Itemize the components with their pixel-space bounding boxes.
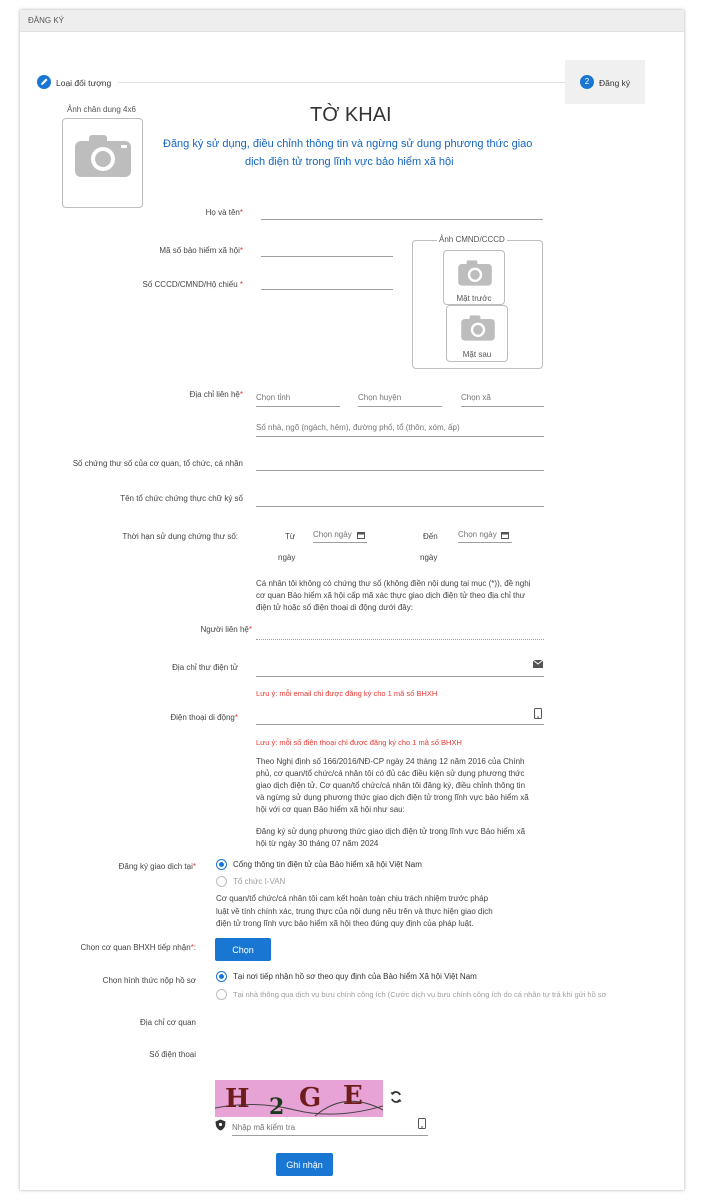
province-underline [256, 406, 340, 407]
contact-person-label: Người liên hệ* [200, 625, 252, 634]
submit-home-label[interactable]: Tại nhà thông qua dịch vụ bưu chính công ích (Cước dịch vụ bưu chính công ích do cá nhân tự trả khi gửi hồ sơ [233, 990, 607, 999]
decree-line-2: phủ, cơ quan/tổ chức/cá nhân tôi có đủ các điều kiện sử dụng phương thức [256, 769, 525, 778]
transaction-portal-label[interactable]: Cổng thông tin điện tử của Bảo hiểm xã hội Việt Nam [233, 860, 422, 869]
camera-icon [457, 259, 493, 287]
no-cert-note-2: cơ quan Bảo hiểm xã hội cấp mã xác thực giao dịch điện tử theo địa chỉ thư [256, 591, 526, 600]
portrait-label: Ảnh chân dung 4x6 [67, 105, 136, 114]
submit-method-label: Chọn hình thức nộp hồ sơ [102, 976, 196, 985]
cert-number-input[interactable] [256, 470, 544, 471]
contact-person-input[interactable] [256, 639, 544, 640]
commit-line-2: luật về tính chính xác, trung thực của nội dung nêu trên và thực hiện giao dịch [216, 907, 493, 916]
commit-line-1: Cơ quan/tổ chức/cá nhân tôi cam kết hoàn toàn chịu trách nhiệm trước pháp [216, 894, 489, 903]
step-1-label[interactable]: Loại đối tượng [56, 78, 112, 88]
portrait-upload[interactable] [62, 118, 143, 208]
submit-home-radio[interactable] [216, 989, 227, 1000]
phone-note: Lưu ý: mỗi số điện thoại chỉ được đăng ký cho 1 mã số BHXH [256, 738, 462, 747]
email-input[interactable] [256, 676, 544, 677]
agency-label: Chọn cơ quan BHXH tiếp nhận*: [80, 943, 196, 952]
cert-org-input[interactable] [256, 506, 544, 507]
decree-line-3: giao dịch điện tử. Cơ quan/tổ chức/cá nhân tôi đăng ký, điều chỉnh thông tin [256, 781, 526, 790]
captcha-underline [232, 1135, 428, 1136]
from-label-1: Từ [285, 532, 296, 541]
address-label: Địa chỉ liên hệ* [189, 390, 243, 399]
decree-line-1: Theo Nghị định số 166/2016/NĐ-CP ngày 24 tháng 12 năm 2016 của Chính [256, 757, 525, 766]
svg-text:2: 2 [269, 1094, 285, 1117]
province-select[interactable]: Chọn tỉnh [256, 393, 291, 402]
captcha-input[interactable]: Nhập mã kiểm tra [232, 1123, 296, 1132]
id-back-label: Mặt sau [462, 350, 492, 359]
email-note: Lưu ý: mỗi email chỉ được đăng ký cho 1 mã số BHXH [256, 689, 438, 698]
ward-underline [461, 406, 544, 407]
email-label: Địa chỉ thư điện tử [172, 663, 238, 672]
district-select[interactable]: Chọn huyện [358, 393, 402, 402]
step-1-pencil-icon[interactable] [37, 75, 51, 89]
district-underline [358, 406, 442, 407]
agency-address-label: Địa chỉ cơ quan [140, 1018, 196, 1027]
step-2-label[interactable]: Đăng ký [599, 78, 631, 88]
id-back-upload[interactable] [446, 305, 508, 362]
submit-office-label[interactable]: Tại nơi tiếp nhận hồ sơ theo quy định của Bảo hiểm Xã hội Việt Nam [233, 972, 477, 981]
ward-select[interactable]: Chọn xã [461, 393, 491, 402]
cert-number-label: Số chứng thư số của cơ quan, tổ chức, cá nhân [72, 459, 243, 468]
camera-icon [73, 133, 133, 179]
phone-input[interactable] [256, 724, 544, 725]
insurance-code-label: Mã số bảo hiểm xã hội* [159, 246, 243, 255]
choose-agency-button[interactable]: Chọn [215, 938, 271, 961]
full-name-input[interactable] [261, 219, 543, 220]
refresh-icon[interactable] [389, 1090, 403, 1104]
id-front-label: Mặt trước [456, 294, 492, 303]
submit-button[interactable]: Ghi nhận [276, 1153, 333, 1176]
id-number-label: Số CCCD/CMND/Hộ chiếu * [142, 280, 243, 289]
street-input[interactable]: Số nhà, ngõ (ngách, hẻm), đường phố, tổ (thôn, xóm, ấp) [256, 423, 460, 432]
commit-line-3: điện tử trong lĩnh vực bảo hiểm xã hội theo đúng quy định của pháp luật. [216, 919, 474, 928]
to-label-1: Đến [423, 532, 438, 541]
transaction-portal-radio[interactable] [216, 859, 227, 870]
mobile-icon [418, 1118, 426, 1129]
step-2-circle[interactable]: 2 [580, 75, 594, 89]
calendar-icon[interactable] [357, 531, 365, 539]
stepper-connector [118, 82, 568, 83]
calendar-icon[interactable] [501, 531, 509, 539]
svg-text:G: G [299, 1083, 322, 1113]
mobile-icon [534, 708, 542, 719]
header-title: ĐĂNG KÝ [28, 16, 65, 25]
full-name-label: Họ và tên* [205, 208, 243, 217]
mail-icon [533, 660, 543, 668]
svg-text:H: H [225, 1084, 250, 1114]
agency-phone-label: Số điện thoại [149, 1050, 196, 1059]
header-bar [20, 10, 684, 32]
no-cert-note-1: Cá nhân tôi không có chứng thư số (không điền nội dung tại mục (*)), đề nghị [256, 579, 531, 588]
insurance-code-input[interactable] [261, 256, 393, 257]
from-label-2: ngày [278, 553, 296, 562]
to-date-input[interactable]: Chọn ngày [458, 530, 497, 539]
street-underline [256, 436, 544, 437]
camera-icon [460, 314, 496, 342]
decree-line-5: hội với cơ quan Bảo hiểm xã hội như sau: [256, 805, 405, 814]
from-date-underline [313, 542, 367, 543]
from-date-input[interactable]: Chọn ngày [313, 530, 352, 539]
form-subtitle-2: dịch điện tử trong lĩnh vực bảo hiểm xã hội [245, 156, 454, 168]
form-subtitle-1: Đăng ký sử dụng, điều chỉnh thông tin và ngừng sử dụng phương thức giao [163, 138, 533, 150]
to-date-underline [458, 542, 512, 543]
shield-icon [215, 1119, 226, 1131]
id-photo-group-label: Ảnh CMND/CCCD [439, 235, 505, 244]
register-line-2: hội từ ngày 30 tháng 07 năm 2024 [256, 839, 379, 848]
cert-org-label: Tên tổ chức chứng thực chữ ký số [120, 494, 243, 503]
id-number-input[interactable] [261, 289, 393, 290]
svg-text:E: E [343, 1081, 363, 1111]
cert-period-label: Thời hạn sử dụng chứng thư số: [122, 532, 238, 541]
no-cert-note-3: điện tử hoặc số điện thoại di động dưới đây: [256, 603, 413, 612]
id-front-upload[interactable] [443, 250, 505, 305]
captcha-image [215, 1080, 383, 1117]
form-title: TỜ KHAI [310, 104, 392, 126]
transaction-label: Đăng ký giao dịch tại* [118, 862, 196, 871]
phone-label: Điện thoại di động* [170, 713, 238, 722]
submit-office-radio[interactable] [216, 971, 227, 982]
decree-line-4: và ngừng sử dụng phương thức giao dịch điện tử trong lĩnh vực bảo hiểm xã [256, 793, 529, 802]
transaction-ivan-label[interactable]: Tổ chức I-VAN [233, 877, 286, 886]
register-line-1: Đăng ký sử dụng phương thức giao dịch điện tử trong lĩnh vực Bảo hiểm xã [256, 827, 526, 836]
to-label-2: ngày [420, 553, 438, 562]
transaction-ivan-radio[interactable] [216, 876, 227, 887]
